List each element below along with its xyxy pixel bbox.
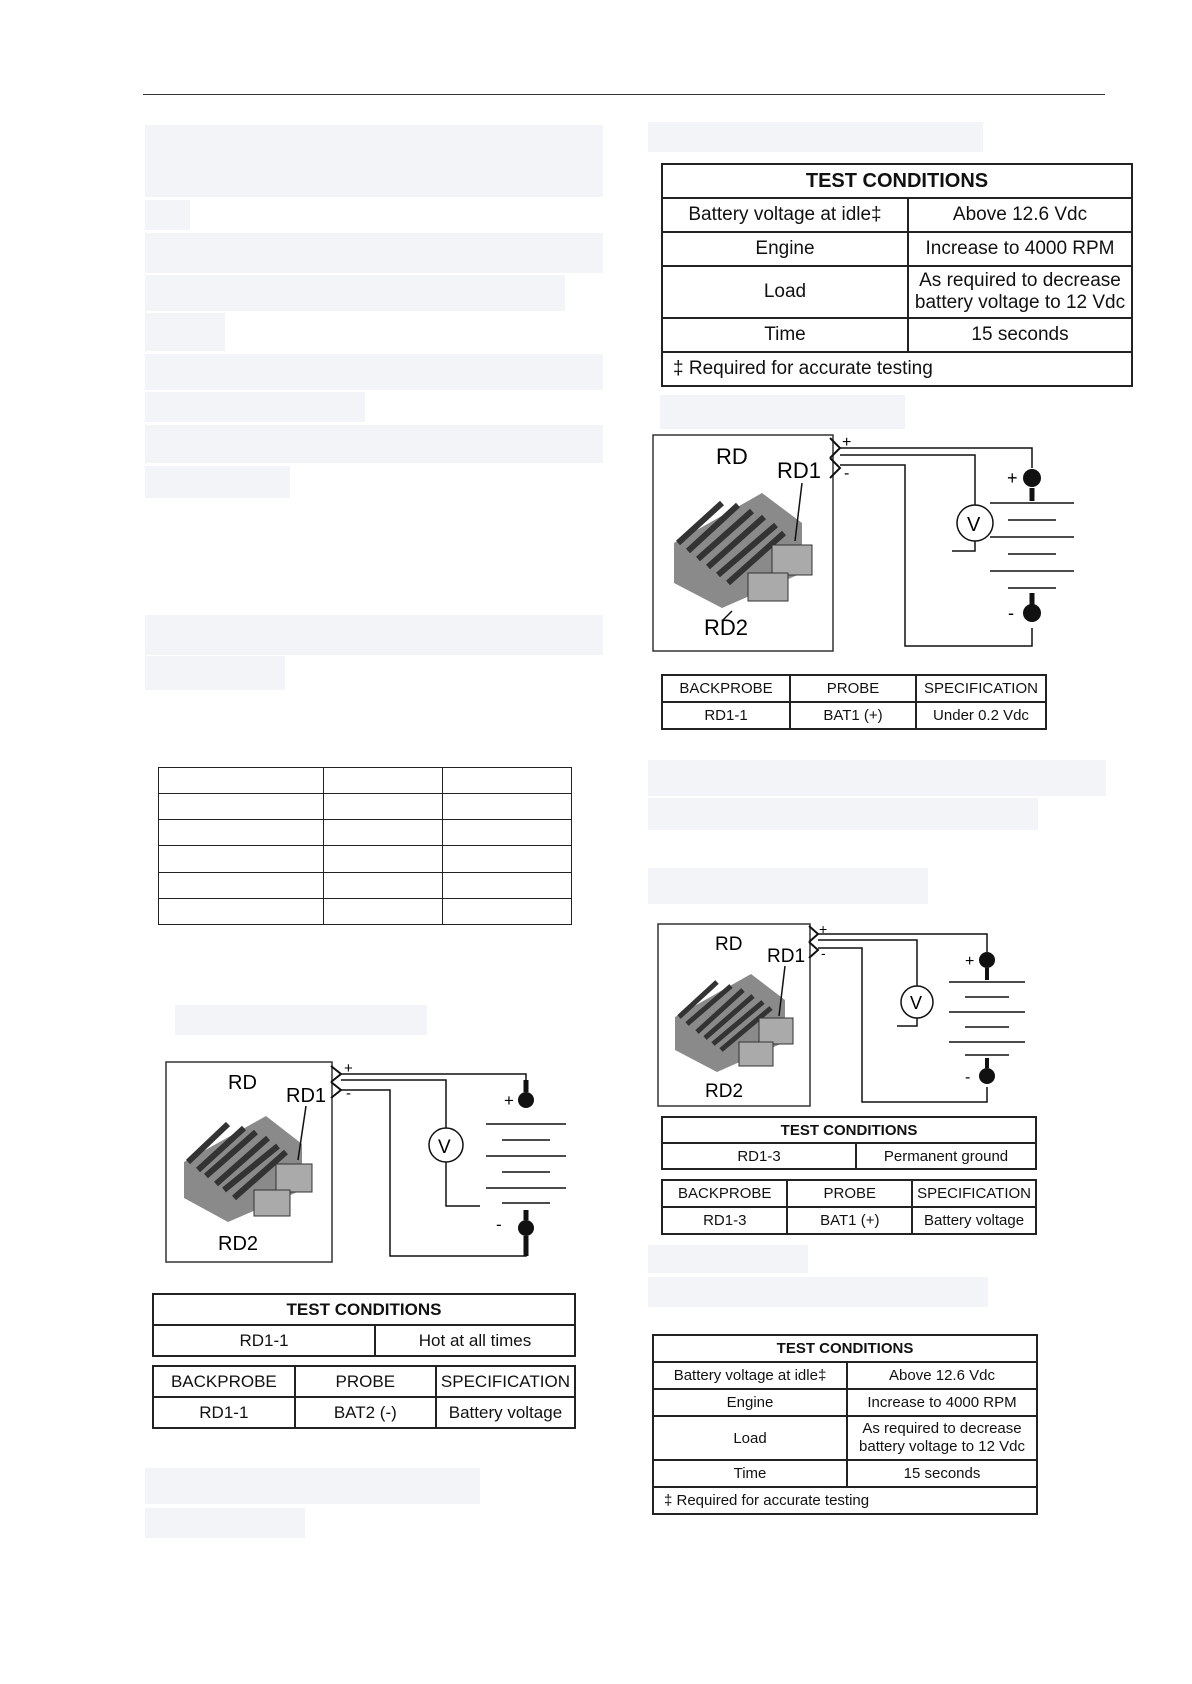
table-cell: Battery voltage <box>436 1397 575 1428</box>
table-cell: RD1-1 <box>662 702 790 729</box>
battery-plus-label: + <box>504 1091 514 1110</box>
table-cell: 15 seconds <box>847 1460 1037 1487</box>
text-block <box>175 1005 427 1035</box>
table-title: TEST CONDITIONS <box>662 164 1132 198</box>
label-rd2: RD2 <box>704 615 749 640</box>
minus-label: - <box>821 945 826 961</box>
minus-label: - <box>346 1085 351 1102</box>
label-rd2: RD2 <box>218 1233 259 1255</box>
text-block <box>145 1508 305 1538</box>
table-cell: RD1-1 <box>153 1397 295 1428</box>
table-cell: BAT2 (-) <box>295 1397 436 1428</box>
table-header: PROBE <box>787 1180 912 1207</box>
voltmeter-icon: V <box>967 514 981 536</box>
circuit-diagram <box>164 1060 584 1266</box>
backprobe-table <box>152 1365 576 1429</box>
table-cell: Time <box>662 318 908 352</box>
text-block <box>648 122 983 152</box>
label-rd2: RD2 <box>705 1081 744 1102</box>
table-cell: Above 12.6 Vdc <box>847 1362 1037 1389</box>
text-block <box>145 200 190 230</box>
text-block <box>648 798 1038 830</box>
test-conditions-table <box>661 163 1133 387</box>
circuit-diagram <box>652 433 1092 655</box>
label-rd: RD <box>716 444 748 469</box>
battery-minus-label: - <box>1008 603 1014 623</box>
table-title: TEST CONDITIONS <box>653 1335 1037 1362</box>
text-block <box>648 760 1106 796</box>
empty-table <box>158 767 572 925</box>
table-footnote: ‡ Required for accurate testing <box>662 352 1132 386</box>
text-block <box>648 868 928 904</box>
label-rd: RD <box>228 1072 257 1094</box>
table-cell: Load <box>662 266 908 318</box>
voltmeter-icon: V <box>910 993 923 1013</box>
table-cell: As required to decrease battery voltage to 12 Vdc <box>908 266 1132 318</box>
table-cell: RD1-1 <box>153 1325 375 1356</box>
text-block <box>145 466 290 498</box>
minus-label: - <box>844 465 850 482</box>
table-cell: Permanent ground <box>856 1143 1036 1169</box>
backprobe-table <box>661 1179 1037 1235</box>
label-rd1: RD1 <box>777 458 822 483</box>
table-cell: Increase to 4000 RPM <box>847 1389 1037 1416</box>
table-footnote: ‡ Required for accurate testing <box>653 1487 1037 1514</box>
table-cell: Engine <box>653 1389 847 1416</box>
table-title: TEST CONDITIONS <box>153 1294 575 1325</box>
table-header: SPECIFICATION <box>916 675 1046 702</box>
table-header: SPECIFICATION <box>912 1180 1036 1207</box>
table-cell: As required to decrease battery voltage to 12 Vdc <box>847 1416 1037 1460</box>
backprobe-table <box>661 674 1047 730</box>
table-cell: Load <box>653 1416 847 1460</box>
text-block <box>145 354 603 390</box>
table-cell: RD1-3 <box>662 1143 856 1169</box>
table-header: BACKPROBE <box>662 675 790 702</box>
header-rule <box>143 94 1105 95</box>
table-cell: Above 12.6 Vdc <box>908 198 1132 232</box>
table-cell: BAT1 (+) <box>790 702 916 729</box>
battery-plus-label: + <box>965 953 975 970</box>
text-block <box>145 615 603 655</box>
table-header: PROBE <box>790 675 916 702</box>
table-cell: Battery voltage at idle‡ <box>662 198 908 232</box>
table-cell: Under 0.2 Vdc <box>916 702 1046 729</box>
label-rd1: RD1 <box>767 946 806 967</box>
table-header: BACKPROBE <box>153 1366 295 1397</box>
text-block <box>145 275 565 311</box>
table-cell: Hot at all times <box>375 1325 575 1356</box>
test-conditions-table <box>661 1116 1037 1170</box>
text-block <box>145 425 603 463</box>
text-block <box>145 233 603 273</box>
plus-label: + <box>819 922 828 937</box>
text-block <box>648 1277 988 1307</box>
test-conditions-table <box>652 1334 1038 1515</box>
table-header: PROBE <box>295 1366 436 1397</box>
table-cell: BAT1 (+) <box>787 1207 912 1234</box>
table-cell: Battery voltage at idle‡ <box>653 1362 847 1389</box>
plus-label: + <box>842 434 852 451</box>
table-cell: Engine <box>662 232 908 266</box>
text-block <box>145 125 603 197</box>
battery-minus-label: - <box>496 1215 502 1234</box>
test-conditions-table <box>152 1293 576 1357</box>
text-block <box>145 392 365 422</box>
text-block <box>648 1245 808 1273</box>
table-title: TEST CONDITIONS <box>662 1117 1036 1143</box>
table-cell: 15 seconds <box>908 318 1132 352</box>
table-header: SPECIFICATION <box>436 1366 575 1397</box>
label-rd1: RD1 <box>286 1085 327 1107</box>
text-block <box>145 1468 480 1504</box>
label-rd: RD <box>715 934 743 955</box>
battery-plus-label: + <box>1007 468 1018 488</box>
text-block <box>145 313 225 351</box>
plus-label: + <box>344 1060 353 1077</box>
table-cell: Increase to 4000 RPM <box>908 232 1132 266</box>
text-block <box>660 395 905 429</box>
text-block <box>145 656 285 690</box>
table-cell: Time <box>653 1460 847 1487</box>
table-header: BACKPROBE <box>662 1180 787 1207</box>
circuit-diagram <box>657 922 1037 1110</box>
table-cell: Battery voltage <box>912 1207 1036 1234</box>
table-cell: RD1-3 <box>662 1207 787 1234</box>
battery-minus-label: - <box>965 1069 971 1086</box>
voltmeter-icon: V <box>438 1137 451 1158</box>
